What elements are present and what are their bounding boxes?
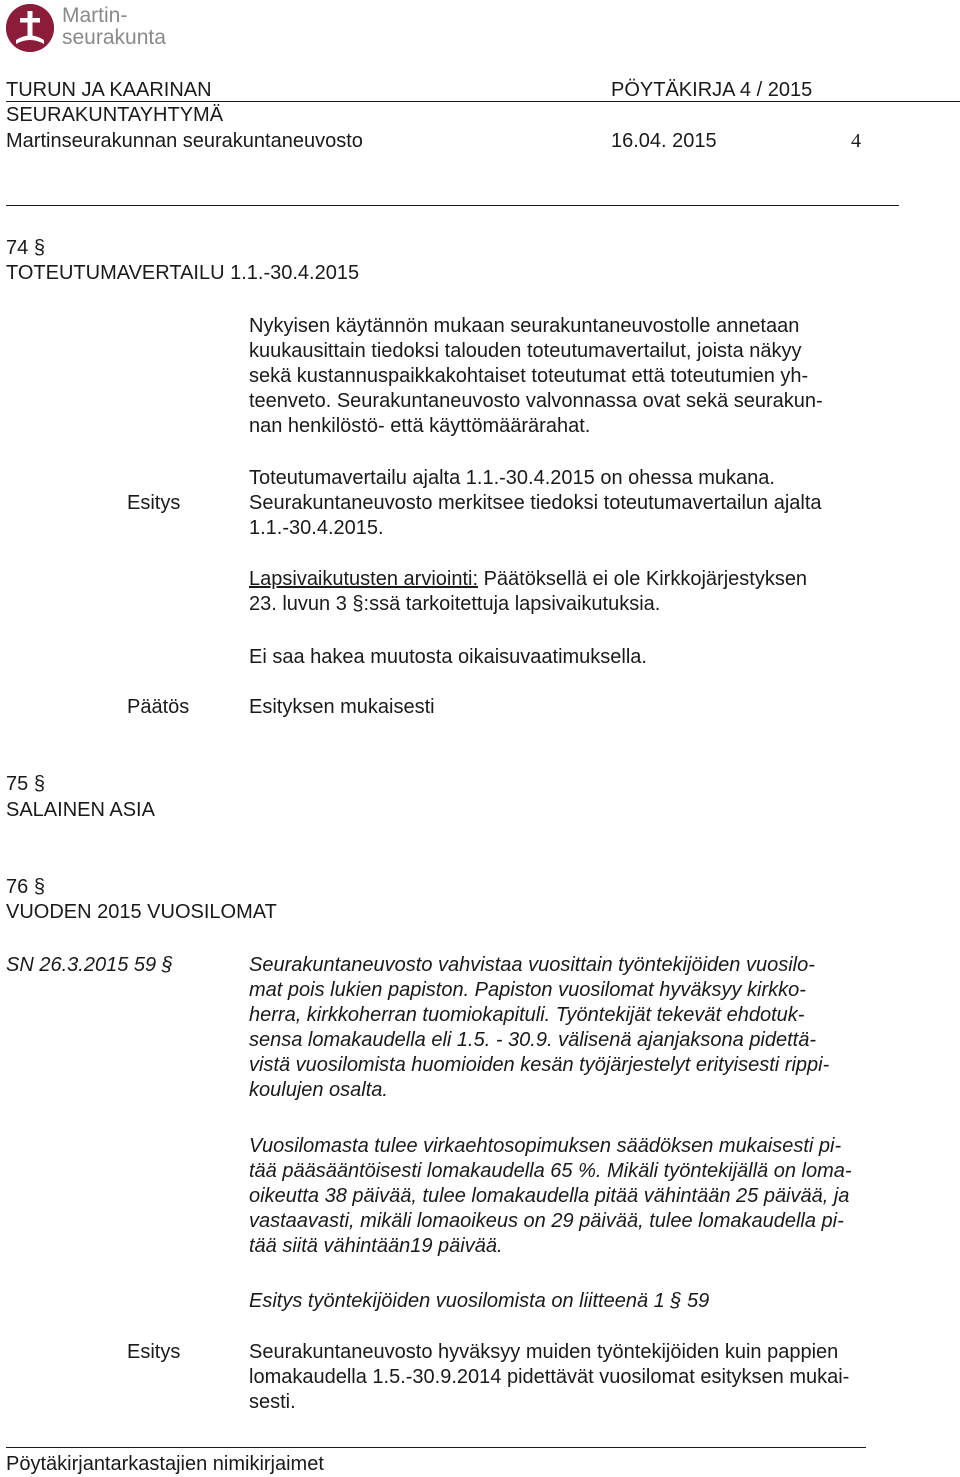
paragraph-line: Seurakuntaneuvosto merkitsee tiedoksi toteutumavertailun ajalta: [249, 492, 822, 514]
header-rule: [6, 101, 960, 102]
paragraph-line: tää pääsääntöisesti lomakaudella 65 %. Mikäli työntekijällä on loma-: [249, 1160, 852, 1182]
paragraph-line: oikeutta 38 päivää, tulee lomakaudella pitää vähintään 25 päivää, ja: [249, 1185, 850, 1207]
logo-line-1: Martin-: [62, 4, 128, 27]
paragraph-line: teenveto. Seurakuntaneuvosto valvonnassa ovat sekä seurakun-: [249, 390, 823, 412]
section-76-heading: [6, 875, 45, 900]
paragraph-line: Seurakuntaneuvosto vahvistaa vuosittain työntekijöiden vuosilo-: [249, 954, 815, 976]
attachment-ref: 59: [687, 1290, 710, 1312]
section-76-background: [249, 953, 829, 1103]
parish-logo-mark: [6, 4, 54, 52]
child-impact-text: :ssä tarkoitettuja lapsivaikutuksia.: [363, 593, 661, 615]
paragraph-line: sesti.: [249, 1391, 296, 1413]
previous-minutes-reference: [6, 953, 173, 978]
attachment-text: Esitys työntekijöiden vuosilomista on liitteenä 1: [249, 1290, 671, 1312]
section-74-number: 74: [6, 237, 29, 259]
logo-line-2: seurakunta: [62, 26, 166, 49]
paragraph-line: koulujen osalta.: [249, 1079, 388, 1101]
section-74-proposal: [249, 466, 822, 541]
meeting-body-name: Martinseurakunnan seurakuntaneuvosto: [6, 130, 363, 152]
child-impact-assessment: [249, 567, 807, 617]
signatures-label: Pöytäkirjantarkastajien nimikirjaimet: [6, 1453, 324, 1475]
section-74-intro: [249, 314, 823, 439]
paragraph-line: Toteutumavertailu ajalta 1.1.-30.4.2015 on ohessa mukana.: [249, 467, 775, 489]
section-symbol: §: [352, 593, 364, 615]
paragraph-line: Nykyisen käytännön mukaan seurakuntaneuvostolle annetaan: [249, 315, 800, 337]
paragraph-line: tää siitä vähintään19 päivää.: [249, 1235, 503, 1257]
paragraph-line: kuukausittain tiedoksi talouden toteutumavertailut, joista näkyy: [249, 340, 802, 362]
paragraph-line: nan henkilöstö- että käyttömäärärahat.: [249, 415, 591, 437]
section-75-heading: [6, 772, 45, 797]
section-76-proposal: [249, 1340, 849, 1415]
attachment-note: [249, 1289, 709, 1314]
section-76-rules: [249, 1134, 852, 1259]
section-75-title: SALAINEN ASIA: [6, 799, 155, 821]
section-symbol: §: [33, 237, 45, 259]
header-bottom-rule: [6, 205, 899, 206]
paragraph-line: sekä kustannuspaikkakohtaiset toteutumat että toteutumien yh-: [249, 365, 809, 387]
child-impact-text: Päätöksellä ei ole Kirkkojärjestyksen: [478, 568, 808, 590]
proposal-label: Esitys: [127, 1341, 181, 1363]
section-74-title: TOTEUTUMAVERTAILU 1.1.-30.4.2015: [6, 262, 360, 284]
paragraph-line: vastaavasti, mikäli lomaoikeus on 29 päivää, tulee lomakaudella pi-: [249, 1210, 844, 1232]
section-symbol: §: [670, 1290, 682, 1312]
section-76-title: VUODEN 2015 VUOSILOMAT: [6, 901, 277, 923]
footer-rule: [6, 1447, 866, 1448]
page-number: 4: [851, 130, 861, 152]
decision-text: Esityksen mukaisesti: [249, 696, 435, 718]
document-title: PÖYTÄKIRJA 4 / 2015: [611, 79, 813, 101]
paragraph-line: 1.1.-30.4.2015.: [249, 517, 384, 539]
paragraph-line: sensa lomakaudella eli 1.5. - 30.9. välisenä ajanjaksona pidettä-: [249, 1029, 817, 1051]
decision-label: Päätös: [127, 696, 190, 718]
section-75-number: 75: [6, 773, 29, 795]
child-impact-heading: Lapsivaikutusten arviointi:: [249, 568, 479, 590]
meeting-date: 16.04. 2015: [611, 130, 717, 152]
paragraph-line: Vuosilomasta tulee virkaehtosopimuksen säädöksen mukaisesti pi-: [249, 1135, 842, 1157]
paragraph-line: vistä vuosilomista huomioiden kesän työjärjestelyt erityisesti rippi-: [249, 1054, 830, 1076]
parish-logo-text: [62, 5, 166, 49]
proposal-label: Esitys: [127, 492, 181, 514]
section-symbol: §: [161, 954, 173, 976]
paragraph-line: herra, kirkkoherran tuomiokapituli. Työntekijät tekevät ehdotuk-: [249, 1004, 805, 1026]
section-symbol: §: [33, 773, 45, 795]
paragraph-line: mat pois lukien papiston. Papiston vuosilomat hyväksyy kirkko-: [249, 979, 806, 1001]
appeal-note: Ei saa hakea muutosta oikaisuvaatimuksella.: [249, 646, 647, 668]
section-74-heading: [6, 236, 45, 261]
section-76-number: 76: [6, 876, 29, 898]
reference-text: SN 26.3.2015 59: [6, 954, 157, 976]
cross-seal-icon: [6, 4, 54, 52]
section-symbol: §: [33, 876, 45, 898]
organization-name-2: SEURAKUNTAYHTYMÄ: [6, 104, 224, 126]
paragraph-line: lomakaudella 1.5.-30.9.2014 pidettävät vuosilomat esityksen mukai-: [249, 1366, 850, 1388]
child-impact-text: 23. luvun 3: [249, 593, 353, 615]
organization-name: TURUN JA KAARINAN: [6, 79, 212, 101]
paragraph-line: Seurakuntaneuvosto hyväksyy muiden työntekijöiden kuin pappien: [249, 1341, 839, 1363]
